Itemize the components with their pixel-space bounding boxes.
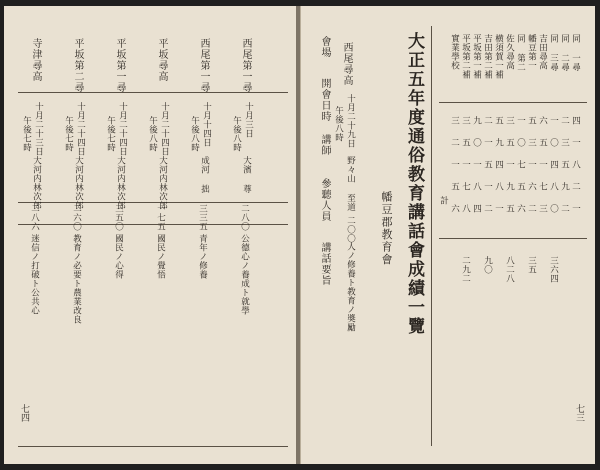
summary-cell: 一 (570, 204, 581, 213)
summary-cell: 一 (526, 160, 537, 169)
column-time: 午後七時 (105, 116, 116, 152)
summary-cell: 三 (504, 116, 515, 125)
column-participants: 三三五 (197, 204, 208, 231)
column-date: 十月二十四日 (159, 102, 170, 156)
column-venue: 西尾第一尋 (198, 38, 209, 93)
summary-total-label: 計 (438, 196, 449, 205)
column-date: 十月二十三日 (33, 102, 44, 156)
bottom-rule (18, 446, 288, 447)
summary-cell: 〇 (515, 138, 526, 147)
summary-cell: 五 (537, 138, 548, 147)
column-subject: 青年ノ修養 (197, 234, 208, 279)
column-speaker: 大河内林次郎 (31, 156, 42, 210)
summary-row-name: 同 第二 (515, 34, 526, 72)
summary-cell: 二 (526, 204, 537, 213)
summary-total-cell: 三五 (526, 256, 537, 274)
summary-row-name: 平坂第二補 (460, 34, 471, 79)
summary-cell: 五 (504, 138, 515, 147)
summary-row-name: 同 一尋 (570, 34, 581, 72)
column-subject: 國民ノ覺悟 (155, 234, 166, 279)
summary-cell: 〇 (548, 138, 559, 147)
summary-cell: 四 (570, 116, 581, 125)
summary-cell: 九 (471, 116, 482, 125)
summary-row-name: 平坂第一補 (471, 34, 482, 79)
column-subject: 迷信ノ打破ト公共心 (29, 234, 40, 315)
summary-cell: 一 (493, 204, 504, 213)
page-number-right: 七三 (574, 404, 584, 422)
summary-cell: 五 (449, 182, 460, 191)
summary-cell: 〇 (548, 204, 559, 213)
column-date: 十月二十四日 (117, 102, 128, 156)
summary-cell: 五 (460, 138, 471, 147)
summary-cell: 四 (493, 160, 504, 169)
summary-cell: 五 (515, 182, 526, 191)
summary-total-cell: 九〇 (482, 256, 493, 274)
summary-cell: 一 (515, 116, 526, 125)
column-subject: 國民ノ心得 (113, 234, 124, 279)
publisher: 幡豆郡教育會 (380, 191, 393, 266)
summary-cell: 一 (482, 138, 493, 147)
column-venue: 寺津尋高 (30, 38, 41, 82)
header-participants: 參聽人員 (319, 178, 330, 222)
column-speaker: 大河内林次郎 (115, 156, 126, 210)
report-title: 大正五年度通俗教育講話會成績一覽 (404, 32, 424, 336)
summary-row-name: 吉田第二補 (482, 34, 493, 79)
summary-cell: 二 (482, 204, 493, 213)
section-divider (431, 26, 432, 446)
column-time: 午後八時 (147, 116, 158, 152)
summary-cell: 八 (460, 204, 471, 213)
column-speaker: 大河内林次郎 (73, 156, 84, 210)
summary-total-cell: 三六四 (548, 256, 559, 283)
left-page (4, 6, 297, 464)
summary-cell: 四 (548, 160, 559, 169)
summary-cell: 四 (471, 204, 482, 213)
column-subject: 教育ノ必要ト農業改良 (71, 234, 82, 324)
summary-row-name: 幡豆第一 (526, 34, 537, 70)
summary-cell: 一 (449, 160, 460, 169)
summary-cell: 一 (471, 160, 482, 169)
summary-cell: 一 (504, 160, 515, 169)
summary-total-cell: 二九二 (460, 256, 471, 283)
header-subject: 講話要旨 (319, 242, 330, 286)
summary-row-name: 佐久尋高 (504, 34, 515, 70)
summary-cell: 二 (559, 204, 570, 213)
column-participants: 一七五 (155, 204, 166, 231)
summary-cell: 六 (526, 182, 537, 191)
summary-cell: 七 (515, 160, 526, 169)
column-speaker: 成河 拙 (199, 156, 210, 194)
right-page (300, 6, 595, 464)
summary-cell: 八 (471, 182, 482, 191)
row-time: 午後八時 (333, 106, 344, 142)
summary-row-name: 同 三尋 (548, 34, 559, 72)
summary-cell: 九 (493, 138, 504, 147)
column-venue: 平坂第一尋 (114, 38, 125, 93)
summary-cell: 一 (460, 160, 471, 169)
row-date: 十月二十九日 (345, 94, 356, 148)
rule (18, 202, 288, 203)
summary-cell: 五 (559, 160, 570, 169)
column-venue: 西尾第一尋 (240, 38, 251, 93)
column-participants: 三五〇 (113, 204, 124, 231)
summary-cell: 八 (570, 160, 581, 169)
summary-cell: 〇 (471, 138, 482, 147)
header-speaker: 講師 (319, 134, 330, 156)
column-date: 十月三日 (243, 102, 254, 138)
column-participants: 二六〇 (71, 204, 82, 231)
summary-cell: 二 (559, 116, 570, 125)
column-venue: 平坂尋高 (156, 38, 167, 82)
summary-cell: 九 (559, 182, 570, 191)
summary-cell: 七 (460, 182, 471, 191)
summary-row-name: 同 二尋 (559, 34, 570, 72)
row-subject: 人ノ修養ト教育ノ奬勵 (345, 242, 356, 332)
summary-cell: 一 (482, 182, 493, 191)
column-venue: 平坂第二尋 (72, 38, 83, 93)
summary-cell: 二 (482, 116, 493, 125)
summary-cell: 一 (548, 116, 559, 125)
summary-total-rule (439, 238, 587, 239)
header-date: 開會日時 (319, 78, 330, 122)
column-time: 午後七時 (21, 116, 32, 152)
column-participants: 二八六 (29, 204, 40, 231)
summary-cell: 六 (449, 204, 460, 213)
column-date: 十月十四日 (201, 102, 212, 147)
row-participants: 二〇〇 (345, 216, 356, 243)
column-subject: 公德心ノ養成ト就學 (239, 234, 250, 315)
summary-cell: 三 (526, 138, 537, 147)
summary-cell: 一 (537, 160, 548, 169)
summary-cell: 七 (537, 182, 548, 191)
page-number-left: 七四 (19, 404, 29, 422)
summary-cell: 二 (449, 138, 460, 147)
summary-cell: 五 (493, 116, 504, 125)
column-speaker: 大濱 尊 (241, 156, 252, 194)
column-time: 午後八時 (231, 116, 242, 152)
column-date: 十月二十四日 (75, 102, 86, 156)
header-venue: 會場 (319, 36, 330, 58)
row-speaker: 野々山 至道 (345, 156, 356, 212)
summary-cell: 八 (548, 182, 559, 191)
summary-cell: 五 (526, 116, 537, 125)
summary-cell: 八 (493, 182, 504, 191)
summary-header-rule (439, 102, 587, 103)
row-venue: 西尾尋高 (341, 42, 352, 86)
summary-cell: 六 (537, 116, 548, 125)
summary-cell: 六 (515, 204, 526, 213)
summary-cell: 三 (460, 116, 471, 125)
summary-cell: 五 (482, 160, 493, 169)
column-participants: 二八〇 (239, 204, 250, 231)
column-time: 午後八時 (189, 116, 200, 152)
column-speaker: 大河内林次郎 (157, 156, 168, 210)
summary-cell: 三 (537, 204, 548, 213)
summary-row-name: 實業學校 (449, 34, 460, 70)
summary-cell: 三 (559, 138, 570, 147)
summary-row-name: 吉田尋高 (537, 34, 548, 70)
summary-cell: 二 (570, 182, 581, 191)
summary-total-cell: 八二八 (504, 256, 515, 283)
summary-cell: 五 (504, 204, 515, 213)
summary-cell: 三 (449, 116, 460, 125)
column-time: 午後七時 (63, 116, 74, 152)
summary-cell: 一 (570, 138, 581, 147)
summary-row-name: 横須賀一補 (493, 34, 504, 79)
summary-cell: 九 (504, 182, 515, 191)
